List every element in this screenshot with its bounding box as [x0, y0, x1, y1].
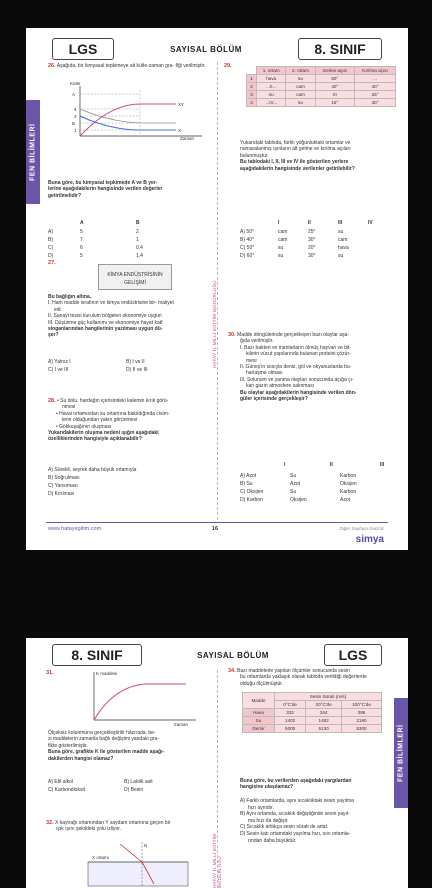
option-c[interactable]: C) Sıcaklık arttıkça sesin sürati de artar.: [240, 824, 329, 831]
option-cell: D) Karbon: [240, 497, 263, 503]
table-cell: 2180: [342, 717, 382, 725]
option-b[interactable]: B) Laktik asit: [124, 779, 153, 785]
table-row: [243, 717, 382, 725]
option-cell: 30°: [308, 237, 316, 243]
normal-label: N: [144, 843, 148, 848]
col-header: I: [284, 462, 286, 468]
sound-speed-table: [242, 692, 382, 733]
vertical-publisher-label: HATAY İL MİLLİ EĞİTİM MÜDÜRLÜĞÜ: [212, 280, 217, 368]
text-line: olduğu ölçülmüştür.: [240, 680, 284, 687]
option-c[interactable]: C) Karbondioksit: [48, 787, 85, 793]
stem-line: güler içerisinde gerçekleşir?: [240, 396, 308, 403]
header-center-title: SAYISAL BÖLÜM: [170, 44, 242, 54]
question-30-col-headers: [284, 462, 400, 468]
option-cell: C) Oksijen: [240, 489, 264, 495]
option-b[interactable]: [48, 236, 208, 244]
stem-line: Yukarıdakilerin oluşma nedeni ışığın aşağıdaki: [48, 430, 159, 437]
question-30: [228, 332, 400, 402]
table-cell: hava: [257, 75, 286, 83]
table-cell: cam: [286, 91, 315, 99]
table-cell: ...IV...: [257, 99, 286, 107]
option-letter: B): [48, 237, 53, 243]
y-axis-label: Kütle: [70, 82, 81, 86]
item-ii: II. Güneş'in ısısıyla deniz, göl ve okyanuslarda bu-: [240, 364, 352, 371]
question-29-number: [224, 63, 232, 69]
option-c[interactable]: C) I ve III: [48, 367, 69, 373]
text-line: Bazı maddelerle yapılan ölçümler sonucunda sesin: [237, 668, 350, 674]
table-row: [247, 83, 396, 91]
option-b[interactable]: B) Soğrulması: [48, 475, 80, 481]
question-30-options[interactable]: [240, 472, 400, 504]
option-a[interactable]: A) Farklı ortamlarda, aynı sıcaklıktaki sesin yayılma: [240, 798, 354, 804]
concept-box: [98, 264, 172, 290]
col-header: IV: [368, 220, 373, 226]
option-value-b: 1: [136, 237, 139, 243]
header-left-box: 8. SINIF: [52, 644, 142, 666]
curve-x-label: X: [178, 128, 182, 133]
k-substance-graph: [86, 668, 206, 728]
page-header: [52, 38, 382, 60]
question-number: 30.: [228, 332, 236, 338]
item-ii-cont: harlaşma olması: [246, 370, 283, 377]
text-line: numaralanmış ışınların alt gelme ve kırılma açıları: [240, 146, 351, 153]
table-cell: 25°: [355, 91, 396, 99]
table-cell: 50°: [315, 75, 355, 83]
col-header-a: A: [80, 220, 84, 226]
question-31-number: [46, 670, 54, 676]
table-header: 20°C'de: [306, 701, 342, 709]
question-32: [46, 820, 210, 833]
option-a[interactable]: A) Etil alkol: [48, 779, 74, 785]
question-number: 29.: [224, 63, 232, 69]
footer-url[interactable]: www.hatayegitim.com: [48, 526, 102, 532]
table-cell: 1482: [306, 717, 342, 725]
worksheet-page-16: [26, 28, 408, 550]
option-cell: su: [338, 253, 344, 259]
table-header: Gelme açısı: [315, 67, 355, 75]
option-d[interactable]: D) II ve III: [126, 367, 148, 373]
question-number: 31.: [46, 670, 54, 676]
stem-line: özelliklerinden hangisiyle açıklanabilir?: [48, 436, 142, 443]
option-cell: cam: [338, 237, 348, 243]
item-iii: III. Solunum ve yanma olayları sonucunda açığa çı-: [240, 376, 354, 383]
item-i: I. Ham madde israfının ve kimya endüstrisine bir- maliyet: [48, 300, 174, 307]
option-a[interactable]: [240, 472, 400, 480]
question-number: 26.: [48, 63, 56, 69]
table-cell: cam: [286, 83, 315, 91]
table-header: 2. ortam: [286, 67, 315, 75]
stem-line: getirilmelidir?: [48, 192, 82, 199]
table-cell: su: [286, 99, 315, 107]
table-cell: III: [315, 91, 355, 99]
header-right-box: 8. SINIF: [298, 38, 382, 60]
text-line: Ölçeksiz kolunmuna gerçekleştirilir hâzırada, be-: [48, 730, 156, 736]
column-divider: [217, 62, 218, 520]
item-i-cont: kilerin vücut yapılarında bulunan proteini çözür-: [246, 351, 351, 358]
table-cell: 3: [247, 91, 257, 99]
question-27-options[interactable]: [48, 358, 208, 374]
tick-label: 3: [74, 114, 77, 119]
item-ii: II. Sanayi tesisi kurulum bölgeleri ekonomiye uygun: [48, 313, 162, 320]
page-number: 16: [212, 526, 219, 532]
option-cell: B) Su: [240, 481, 253, 487]
question-34-options[interactable]: [240, 798, 396, 844]
text-line: ışık ışını şekildeki yolu izliyor.: [56, 826, 122, 833]
table-cell: 5000: [274, 725, 305, 733]
option-letter: A): [48, 229, 53, 235]
option-d[interactable]: D) Kırılması: [48, 491, 75, 497]
x-axis-label: Zaman: [174, 722, 189, 727]
option-cell: 30°: [308, 253, 316, 259]
question-28-options[interactable]: [48, 466, 212, 498]
option-d[interactable]: [240, 496, 400, 504]
option-b[interactable]: B) I ve II: [126, 359, 145, 365]
text-line: Yukarıdaki tabloda, farklı yoğunluktaki ortamlar ve: [240, 140, 351, 146]
stem-line: hangisine ulaşılamaz?: [240, 784, 294, 791]
question-31-options[interactable]: [48, 778, 208, 794]
table-header: 0°C'de: [274, 701, 305, 709]
stem-line: dakilerden hangisi olamaz?: [48, 755, 114, 762]
side-label-fen-bilimleri: FEN BİLİMLERİ: [394, 698, 408, 808]
table-cell: 5130: [306, 725, 342, 733]
table-cell: 1: [247, 75, 257, 83]
question-29-text: [240, 140, 400, 172]
table-cell: 4: [247, 99, 257, 107]
option-cell: Karbon: [340, 489, 357, 495]
question-34: [228, 668, 396, 687]
brand-logo: simya: [355, 534, 384, 545]
option-cell: A) Azot: [240, 473, 257, 479]
mass-time-graph: [60, 82, 210, 142]
table-cell: 30°: [355, 99, 396, 107]
option-cell: cam: [278, 229, 288, 235]
option-value-a: 6: [80, 245, 83, 251]
option-b[interactable]: [240, 236, 400, 244]
tick-a-label: A: [72, 92, 76, 97]
bullet-1: • Su dolu, hardağın içerisindeki kalemin kırık görü-: [57, 398, 169, 404]
option-d[interactable]: D) Besin: [124, 787, 144, 793]
table-header: Kırılma açısı: [355, 67, 396, 75]
text-line: bulunmuştur.: [240, 152, 269, 159]
col-header: III: [338, 220, 343, 226]
text-line: zi maddelerin zamanla bağlı değişimi yandaki gra-: [48, 736, 159, 743]
intro-line: Madde döngülerinde gerçekleşen bazı olaylar aşa-: [237, 332, 350, 338]
col-header: I: [278, 220, 280, 226]
option-cell: Azot: [290, 481, 301, 487]
x-axis-label: Zaman: [180, 136, 195, 141]
table-cell: 40°: [315, 83, 355, 91]
tick-b-label: B: [72, 121, 76, 126]
table-row: [243, 725, 382, 733]
question-29-options[interactable]: [240, 228, 400, 260]
option-letter: C): [48, 245, 54, 251]
option-c[interactable]: [48, 244, 208, 252]
text-line: fikte gösterilmiştir.: [48, 742, 88, 749]
bullet-2: • Havai ortamından su ortamına bakıldığında cisim-: [56, 410, 170, 417]
text-line: X kaynağı ortamından Y saydam ortamına geçen bir: [55, 820, 171, 826]
refraction-table: [246, 66, 396, 107]
table-header: 1. ortam: [257, 67, 286, 75]
header-center-title: SAYISAL BÖLÜM: [197, 650, 269, 660]
item-i-cont: mesi: [246, 357, 257, 364]
stem-line: Bu tablodaki I, II, III ve IV ile gösterilen yerlere: [240, 159, 349, 166]
option-value-b: 2: [136, 229, 139, 235]
curve-xy-label: XY: [178, 102, 185, 107]
option-a[interactable]: [240, 228, 400, 236]
table-cell: ...: [355, 75, 396, 83]
option-cell: D) 60°: [240, 253, 255, 259]
tick-label: 4: [74, 107, 77, 112]
col-header-b: B: [136, 220, 140, 226]
concept-line: KİMYA ENDÜSTRİSİNİN: [107, 272, 163, 278]
table-cell: 386: [342, 709, 382, 717]
question-28: [48, 398, 212, 443]
vertical-publisher-label: HATAY İL MİLLİ EĞİTİM MÜDÜRLÜĞÜ: [212, 833, 222, 888]
lead-line: Bu bağlığın altına,: [48, 294, 92, 300]
table-cell: 344: [306, 709, 342, 717]
table-cell: Su: [243, 717, 275, 725]
option-b[interactable]: B) Aynı ortamda, sıcaklık değiştiğinde sesin yayıl-: [240, 811, 350, 818]
option-cell: A) 50°: [240, 229, 254, 235]
footer-next-page-note: Diğer Sayfaya Geçiniz: [339, 526, 384, 531]
option-cell: Su: [290, 473, 297, 479]
question-number: 28.: [48, 398, 56, 404]
question-29-col-headers: [278, 220, 398, 226]
stem-line: sloganlarından hangilerinin yazılması uygun dü-: [48, 326, 163, 333]
light-ray-diagram: [86, 838, 196, 888]
option-value-a: 5: [80, 229, 83, 235]
option-cell: su: [278, 245, 284, 251]
question-number: 32.: [46, 820, 54, 826]
item-iii: III. Düşünme güç kullanımı ve ekonomiye hayat katf: [48, 319, 163, 326]
option-d[interactable]: [48, 252, 208, 260]
table-cell: 15°: [315, 99, 355, 107]
table-cell: su: [286, 75, 315, 83]
y-axis-label: K maddesi: [96, 671, 118, 676]
table-cell: ...II...: [257, 83, 286, 91]
option-value-b: 0,4: [136, 245, 143, 251]
question-26-stem: [48, 180, 212, 199]
option-cell: C) 50°: [240, 245, 255, 251]
table-cell: 40°: [355, 83, 396, 91]
question-27-number: [48, 260, 56, 266]
question-number: 34.: [228, 668, 236, 674]
stem-line: lerine aşağıdakilerin hangisinde verilen değerler: [48, 186, 163, 193]
option-cell: Karbon: [340, 473, 357, 479]
page-header: [52, 644, 382, 666]
option-cell: 20°: [308, 245, 316, 251]
table-cell: 5300: [342, 725, 382, 733]
table-row: [247, 75, 396, 83]
col-header: II: [308, 220, 311, 226]
col-header: III: [380, 462, 385, 468]
table-row: [247, 99, 396, 107]
option-cell: 25°: [308, 229, 316, 235]
table-cell: Demir: [243, 725, 275, 733]
side-label-fen-bilimleri: FEN BİLİMLERİ: [26, 100, 40, 204]
option-a[interactable]: A) Sürekli, seyrek daha büyük ortamıyla: [48, 467, 137, 473]
option-d-cont: rından daha büyüktür.: [248, 837, 297, 844]
option-value-a: 7: [80, 237, 83, 243]
option-cell: Oksijen: [340, 481, 357, 487]
bullet-3: • Gökkuşağının oluşması: [56, 423, 112, 430]
option-letter: D): [48, 253, 54, 259]
intro-line: ğıda verilmiştir.: [240, 338, 274, 345]
option-d[interactable]: [240, 252, 400, 260]
question-number: 27.: [48, 260, 56, 266]
table-cell: 1402: [274, 717, 305, 725]
option-value-a: 5: [80, 253, 83, 259]
tick-label: 1: [74, 128, 77, 133]
medium-x-label: X ortamı: [92, 855, 110, 860]
option-cell: Su: [290, 489, 297, 495]
table-cell: 332: [274, 709, 305, 717]
table-row: [243, 709, 382, 717]
table-header: Sesin Sürati (m/s): [274, 693, 381, 701]
option-cell: hava: [338, 245, 349, 251]
stem-line: şer?: [48, 332, 59, 339]
question-26: [48, 63, 210, 69]
option-cell: Oksijen: [290, 497, 307, 503]
option-cell: Azot: [340, 497, 351, 503]
text-line: bu ortamlarda yaklaşık olarak tabloda verildiği değerlerde: [240, 674, 367, 681]
table-header: Madde: [243, 693, 275, 709]
question-27-body: [48, 294, 212, 339]
stem-line: Bu olaylar aşağıdakilerin hangisinde verilen dön-: [240, 389, 357, 396]
option-c[interactable]: [240, 488, 400, 496]
item-i-cont: edi: [54, 306, 61, 313]
option-cell: su: [338, 229, 344, 235]
option-a[interactable]: A) Yalnız I: [48, 359, 71, 365]
option-cell: su: [278, 253, 284, 259]
stem-line: Buna göre, bu verilerden aşağıdaki yargılardan: [240, 778, 352, 784]
question-intro: Aşağıda, bir kimyasal tepkimeye ait kütle-zaman gra- fiği verilmiştir.: [56, 63, 206, 69]
option-c[interactable]: [240, 244, 400, 252]
option-a-cont: hızı aynıdır.: [248, 804, 274, 811]
table-header: 100°C'de: [342, 701, 382, 709]
header-left-box: LGS: [52, 38, 114, 60]
table-cell: 2: [247, 83, 257, 91]
option-a[interactable]: [48, 228, 208, 236]
table-cell: Hava: [243, 709, 275, 717]
bullet-1-cont: nmesi: [62, 404, 76, 411]
stem-line: aşağıdakilerin hangisinde verilenler getirilebilir?: [240, 165, 355, 172]
concept-line: GELİŞİMİ: [124, 280, 146, 286]
table-cell: su: [257, 91, 286, 99]
option-cell: B) 40°: [240, 237, 254, 243]
footer-rule: [46, 522, 388, 523]
option-cell: cam: [278, 237, 288, 243]
question-34-stem: [240, 778, 396, 791]
option-b-cont: ma hızı da değişir.: [248, 817, 289, 824]
option-b[interactable]: [240, 480, 400, 488]
bullet-2-cont: lerin olduğundan yakın görünmesi: [62, 417, 138, 424]
col-header: II: [330, 462, 333, 468]
item-iii-cont: kan gazın atmosfere salınması: [246, 383, 315, 390]
question-26-options[interactable]: [48, 228, 208, 260]
header-right-box: LGS: [324, 644, 382, 666]
question-31-text: [48, 730, 212, 762]
table-row: [247, 91, 396, 99]
item-i: I. Bazı bakteri ve mantarların ölmüş hayvan ve bit-: [240, 344, 352, 351]
option-d[interactable]: D) Sesin katı ortamdaki yayılma hızı, sıvı ortamla-: [240, 830, 351, 837]
stem-line: Buna göre, grafikte K ile gösterilen madde aşağı-: [48, 749, 165, 756]
worksheet-page-17: [26, 638, 408, 888]
option-c[interactable]: C) Yansıması: [48, 483, 78, 489]
option-value-b: 1,4: [136, 253, 143, 259]
stem-line: Buna göre, bu kimyasal tepkimede A ve B yer-: [48, 180, 158, 186]
